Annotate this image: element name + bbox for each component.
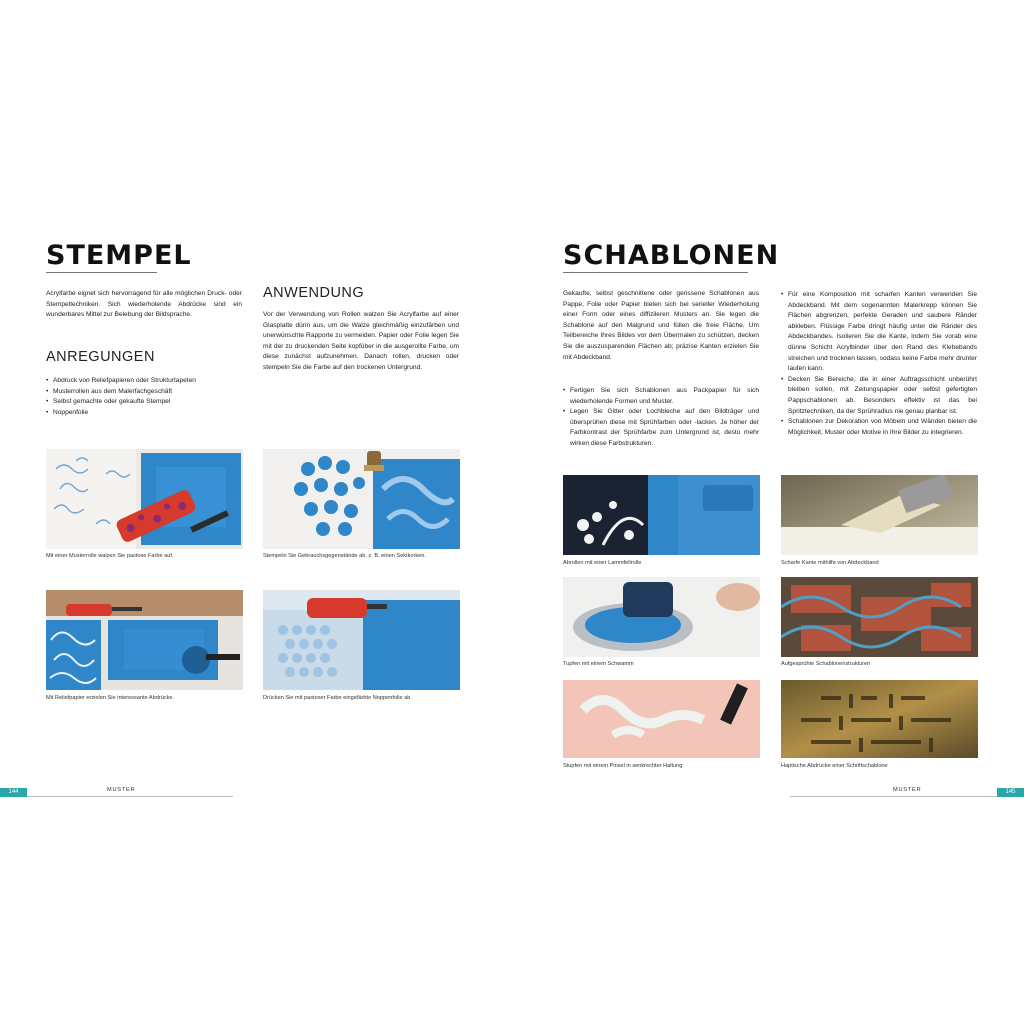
stempel-intro: Acrylfarbe eignet sich hervorragend für alle möglichen Druck- oder Stempeltechniken. Sich wiederholende Abdrücke sind ein wunderbares Mittel zur Belebung der Bildsprache. [46, 290, 242, 319]
list-item: • Legen Sie Gitter oder Lochbleche auf den Bildträger und übersprühen diese mit Sprühfarben oder -lacken. Je höher der Farbkontrast der Sprühfarbe zum Untergrund ist, desto mehr wirken diese Farbstrukturen. [563, 407, 759, 449]
schablonen-list-1 [563, 386, 759, 450]
page-title-stempel: STEMPEL [46, 240, 192, 271]
photo-reliefpapier [46, 590, 243, 690]
photo-schablonenstrukturen [781, 577, 978, 657]
caption-photo-2: Stempeln Sie Gebrauchsgegenstände ab, z. B. einen Sektkorken. [263, 553, 426, 559]
caption-photo-8: Aufgesprühte Schablonenstrukturen [781, 661, 871, 667]
title-underline [46, 272, 157, 273]
list-item: • Selbst gemachte oder gekaufte Stempel [46, 397, 242, 408]
list-item: • Fertigen Sie sich Schablonen aus Packpapier für sich wiederholende Formen und Muster. [563, 386, 759, 407]
page-title-schablonen: SCHABLONEN [563, 240, 780, 271]
page-number-right: 145 [997, 788, 1024, 797]
anregungen-list [46, 376, 242, 418]
caption-photo-9: Stupfen mit einem Pinsel in senkrechter Haltung [563, 763, 683, 769]
list-item: • Abdruck von Reliefpapieren oder Strukturtapeten [46, 376, 242, 387]
list-item: • Schablonen zur Dekoration von Möbeln und Wänden bieten die Möglichkeit, Muster oder Motive in Ihre Bilder zu integrieren. [781, 417, 977, 438]
anwendung-heading: ANWENDUNG [263, 285, 365, 301]
photo-lammfellrolle [563, 475, 760, 555]
photo-pinsel [563, 680, 760, 758]
photo-schriftschablone [781, 680, 978, 758]
caption-photo-5: Abrollen mit einer Lammfellrolle [563, 560, 642, 566]
caption-photo-4: Drücken Sie mit pastoser Farbe eingefärbte Noppenfolie ab. [263, 695, 412, 701]
schablonen-list-2 [781, 290, 977, 438]
photo-sektkorken [263, 449, 460, 549]
caption-photo-1: Mit einer Musterrolle walzen Sie pastose Farbe auf. [46, 553, 174, 559]
list-item: • Noppenfolie [46, 408, 242, 419]
anregungen-heading: ANREGUNGEN [46, 349, 155, 365]
photo-musterrolle [46, 449, 243, 549]
footer-rule-right [790, 796, 997, 797]
list-item: • Für eine Komposition mit scharfen Kanten verwenden Sie Abdeckband. Mit dem sogenannten Malerkrepp können Sie Flächen abgrenzen, perfekte Geraden und saubere Ränder abkleben. Flüssige Farbe dringt häufig unter die Ränder des Abdeckbandes. Isolieren Sie die Kante, indem Sie vorab eine dünne Schicht Acrylbinder über den Rand des Klebebands streichen und trocknen lassen, sodass keine Farbe mehr drunter laufen kann. [781, 290, 977, 375]
photo-abdeckband [781, 475, 978, 555]
caption-photo-7: Tupfen mit einem Schwamm [563, 661, 634, 667]
footer-rule-left [27, 796, 233, 797]
list-item: • Decken Sie Bereiche, die in einer Auftragsschicht unberührt bleiben sollen, mit Zeitungspapier oder selbst gefertigten Pappschablonen ab. Besonders effektiv ist das bei Spritztechniken, da der Sprühradius nie genau planbar ist. [781, 375, 977, 417]
schablonen-intro: Gekaufte, selbst geschnittene oder gerissene Schablonen aus Pappe, Folie oder Papier bieten sich bei serieller Wiederholung einer Form oder eines diffizileren Musters an. Sie legen die Schablone auf den Malgrund und füllen die freie Fläche. Um Teilbereiche Ihres Bildes vor dem Übermalen zu schützen, decken Sie die auszusparenden Flächen ab; präzise Kanten erzielen Sie mit Abdeckband. [563, 290, 759, 361]
caption-photo-3: Mit Reliefpapier erzielen Sie interessante Abdrücke. [46, 695, 175, 701]
photo-schwamm [563, 577, 760, 657]
title-underline [563, 272, 748, 273]
running-head-left: MUSTER [107, 787, 136, 793]
caption-photo-6: Scharfe Kante mithilfe von Abdeckband [781, 560, 879, 566]
anwendung-text: Vor der Verwendung von Rollen walzen Sie Acrylfarbe auf einer Glasplatte dünn aus, um die Walze gleichmäßig einzufärben und unerwünschte Rapporte zu vermeiden. Papier oder Folie legen Sie mit der zu druckenden Seite kopfüber in die ausgerollte Farbe, um diese zunächst aufzunehmen. Danach rollen, drucken oder stempeln Sie die Farbe auf den trockenen Untergrund. [263, 311, 459, 371]
running-head-right: MUSTER [893, 787, 922, 793]
list-item: • Musterrollen aus dem Malerfachgeschäft [46, 387, 242, 398]
photo-noppenfolie [263, 590, 460, 690]
page-number-left: 144 [0, 788, 27, 797]
caption-photo-10: Haptische Abdrücke einer Schriftschablone [781, 763, 888, 769]
